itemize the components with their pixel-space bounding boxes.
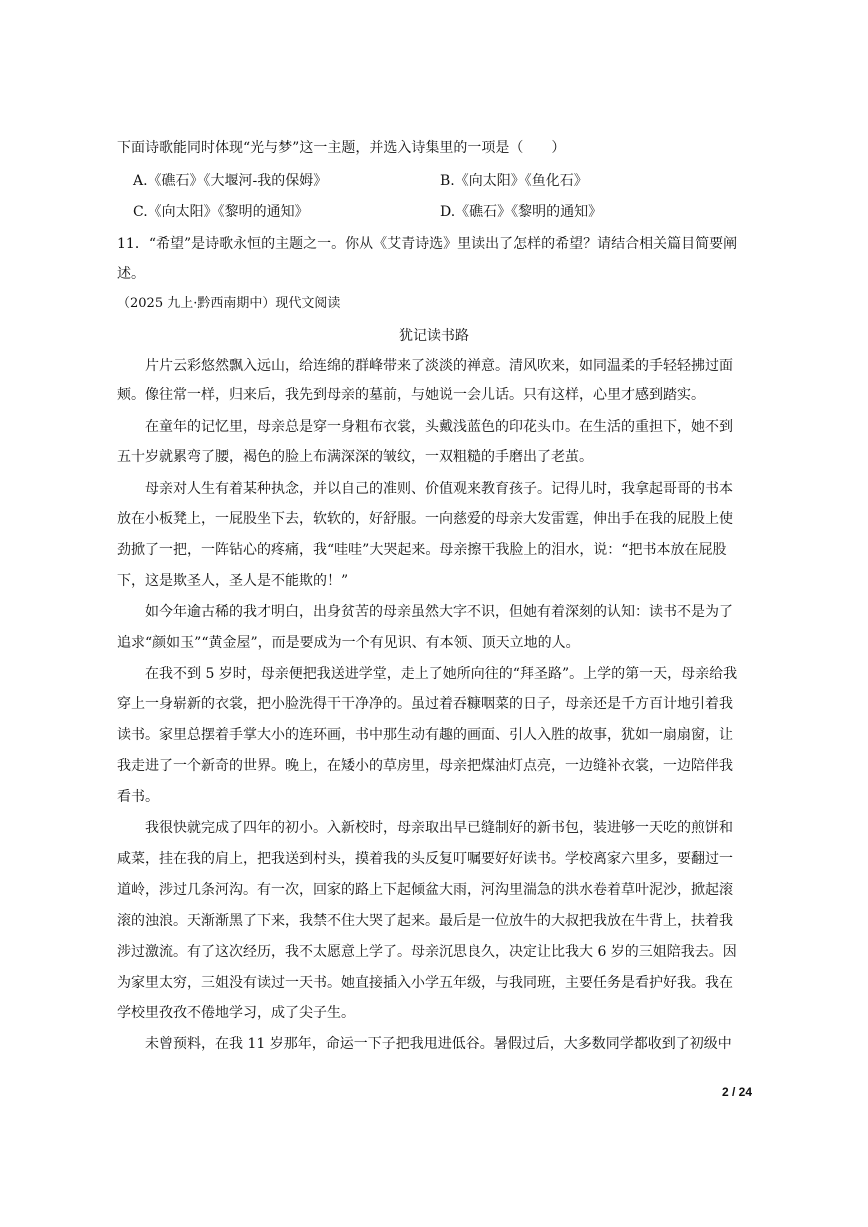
paragraph-line: 读书。家里总摆着手掌大小的连环画，书中那生动有趣的画面、引人入胜的故事，犹如一扇扇窗，让 (117, 727, 733, 743)
question-11-line-2: 述。 (117, 266, 145, 282)
question-11-line-1: 11．“希望”是诗歌永恒的主题之一。你从《艾青诗选》里读出了怎样的希望？请结合相关篇目简要阐 (117, 236, 738, 252)
paragraph-line: 放在小板凳上，一屁股坐下去，软软的，好舒服。一向慈爱的母亲大发雷霆，伸出手在我的屁股上使 (117, 511, 733, 527)
paragraph-line: 未曾预料，在我 11 岁那年，命运一下子把我甩进低谷。暑假过后，大多数同学都收到了初级中 (145, 1036, 732, 1052)
paragraph-line: 下，这是欺圣人，圣人是不能欺的！” (117, 573, 349, 589)
option-b: B.《向太阳》《鱼化石》 (440, 173, 588, 189)
paragraph-line: 涉过激流。有了这次经历，我不太愿意上学了。母亲沉思良久，决定让比我大 6 岁的三姐陪我去。因 (117, 944, 737, 960)
paragraph-line: 五十岁就累弯了腰，褐色的脸上布满深深的皱纹，一双粗糙的手磨出了老茧。 (117, 449, 593, 465)
paragraph-line: 学校里孜孜不倦地学习，成了尖子生。 (117, 1005, 355, 1021)
paragraph-line: 劲掀了一把，一阵钻心的疼痛，我“哇哇”大哭起来。母亲擦干我脸上的泪水，说：“把书本放在屁股 (117, 542, 727, 558)
paragraph-line: 我走进了一个新奇的世界。晚上，在矮小的草房里，母亲把煤油灯点亮，一边缝补衣裳，一边陪伴我 (117, 758, 733, 774)
paragraph-line: 在童年的记忆里，母亲总是穿一身粗布衣裳，头戴浅蓝色的印花头巾。在生活的重担下，她不到 (145, 419, 733, 435)
article-title: 犹记读书路 (399, 328, 469, 344)
page-number: 2 / 24 (721, 1085, 752, 1099)
paragraph-line: 颊。像往常一样，归来后，我先到母亲的墓前，与她说一会儿话。只有这样，心里才感到踏实。 (117, 387, 705, 403)
section-source-tag: （2025 九上·黔西南期中）现代文阅读 (117, 296, 341, 311)
paragraph-line: 追求“颜如玉”“黄金屋”，而是要成为一个有见识、有本领、顶天立地的人。 (117, 635, 580, 651)
paragraph-line: 道岭，涉过几条河沟。有一次，回家的路上下起倾盆大雨，河沟里湍急的洪水卷着草叶泥沙，掀起滚 (117, 882, 733, 898)
paragraph-line: 穿上一身崭新的衣裳，把小脸洗得干干净净的。虽过着吞糠咽菜的日子，母亲还是千方百计地引着我 (117, 696, 733, 712)
option-a: A.《礁石》《大堰河-我的保姆》 (133, 173, 328, 189)
paragraph-line: 滚的浊浪。天渐渐黑了下来，我禁不住大哭了起来。最后是一位放牛的大叔把我放在牛背上，扶着我 (117, 913, 733, 929)
option-c: C.《向太阳》《黎明的通知》 (133, 204, 309, 220)
paragraph-line: 咸菜，挂在我的肩上，把我送到村头，摸着我的头反复叮嘱要好好读书。学校离家六里多，要翻过一 (117, 851, 733, 867)
paragraph-line: 我很快就完成了四年的初小。入新校时，母亲取出早已缝制好的新书包，装进够一天吃的煎饼和 (145, 820, 733, 836)
paragraph-line: 看书。 (117, 789, 159, 805)
paragraph-line: 为家里太穷，三姐没有读过一天书。她直接插入小学五年级，与我同班，主要任务是看护好我。我在 (117, 975, 733, 991)
option-d: D.《礁石》《黎明的通知》 (440, 204, 603, 220)
question-10-stem: 下面诗歌能同时体现“光与梦”这一主题，并选入诗集里的一项是（ ） (117, 140, 566, 156)
paragraph-line: 片片云彩悠然飘入远山，给连绵的群峰带来了淡淡的禅意。清风吹来，如同温柔的手轻轻拂过面 (145, 358, 733, 374)
paragraph-line: 在我不到 5 岁时，母亲便把我送进学堂，走上了她所向往的“拜圣路”。上学的第一天，母亲给我 (145, 666, 738, 682)
paragraph-line: 如今年逾古稀的我才明白，出身贫苦的母亲虽然大字不识，但她有着深刻的认知：读书不是为了 (145, 604, 733, 620)
paragraph-line: 母亲对人生有着某种执念，并以自己的准则、价值观来教育孩子。记得儿时，我拿起哥哥的书本 (145, 481, 733, 497)
